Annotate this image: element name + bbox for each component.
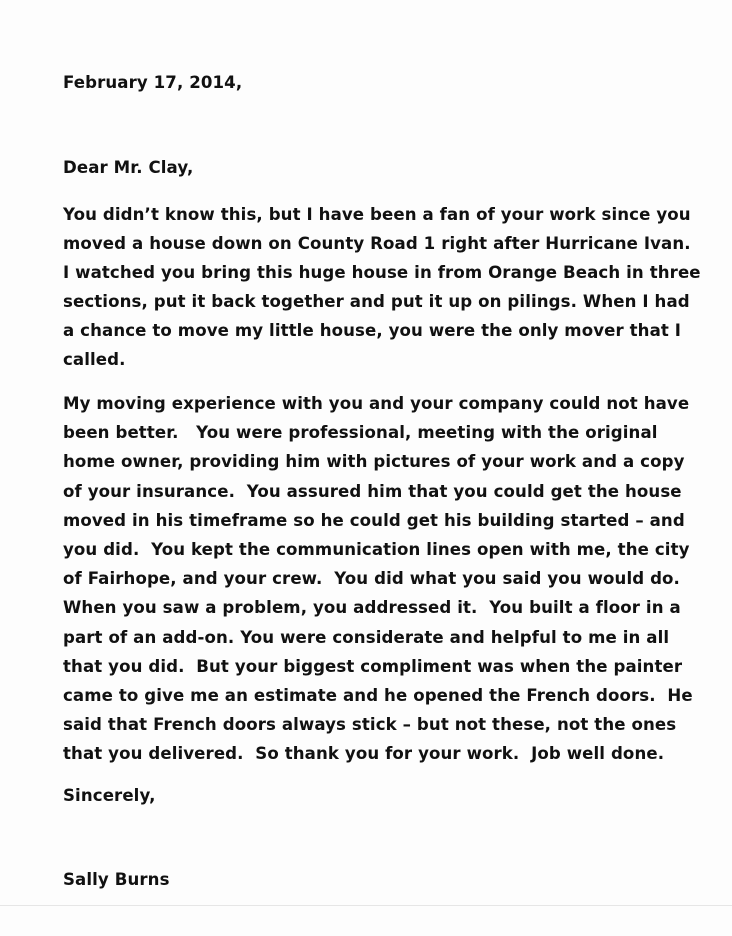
paragraph-line: part of an add-on. You were considerate and helpful to me in all <box>63 627 670 647</box>
letter-closing: Sincerely, <box>63 786 156 805</box>
paragraph-line: sections, put it back together and put it up on pilings. When I had <box>63 292 690 311</box>
paragraph-line: came to give me an estimate and he opened the French doors. He <box>63 686 693 706</box>
paragraph-line: You didn’t know this, but I have been a fan of your work since you <box>63 205 691 224</box>
paragraph-line: I watched you bring this huge house in from Orange Beach in three <box>63 263 701 282</box>
paragraph-line: When you saw a problem, you addressed it. You built a floor in a <box>63 598 681 618</box>
paragraph-1 <box>63 200 703 374</box>
paragraph-line: been better. You were professional, meeting with the original <box>63 423 658 443</box>
paragraph-line: My moving experience with you and your company could not have <box>63 394 690 413</box>
paragraph-line: moved in his timeframe so he could get his building started – and <box>63 510 685 530</box>
paragraph-line: of Fairhope, and your crew. You did what you said you would do. <box>63 569 680 589</box>
paragraph-line: home owner, providing him with pictures of your work and a copy <box>63 452 685 472</box>
paragraph-2 <box>63 389 703 769</box>
paragraph-line: a chance to move my little house, you were the only mover that I <box>63 321 682 340</box>
letter-date: February 17, 2014, <box>63 73 243 92</box>
paragraph-line: of your insurance. You assured him that you could get the house <box>63 481 682 501</box>
letter-signature: Sally Burns <box>63 870 170 889</box>
paragraph-line: moved a house down on County Road 1 right after Hurricane Ivan. <box>63 234 691 253</box>
paragraph-line: called. <box>63 350 126 369</box>
paragraph-line: that you delivered. So thank you for your work. Job well done. <box>63 744 665 764</box>
paragraph-line: said that French doors always stick – but not these, not the ones <box>63 715 677 735</box>
page-bottom-divider <box>0 905 732 906</box>
letter-salutation: Dear Mr. Clay, <box>63 158 194 177</box>
paragraph-line: you did. You kept the communication lines open with me, the city <box>63 540 690 560</box>
paragraph-line: that you did. But your biggest compliment was when the painter <box>63 656 683 676</box>
